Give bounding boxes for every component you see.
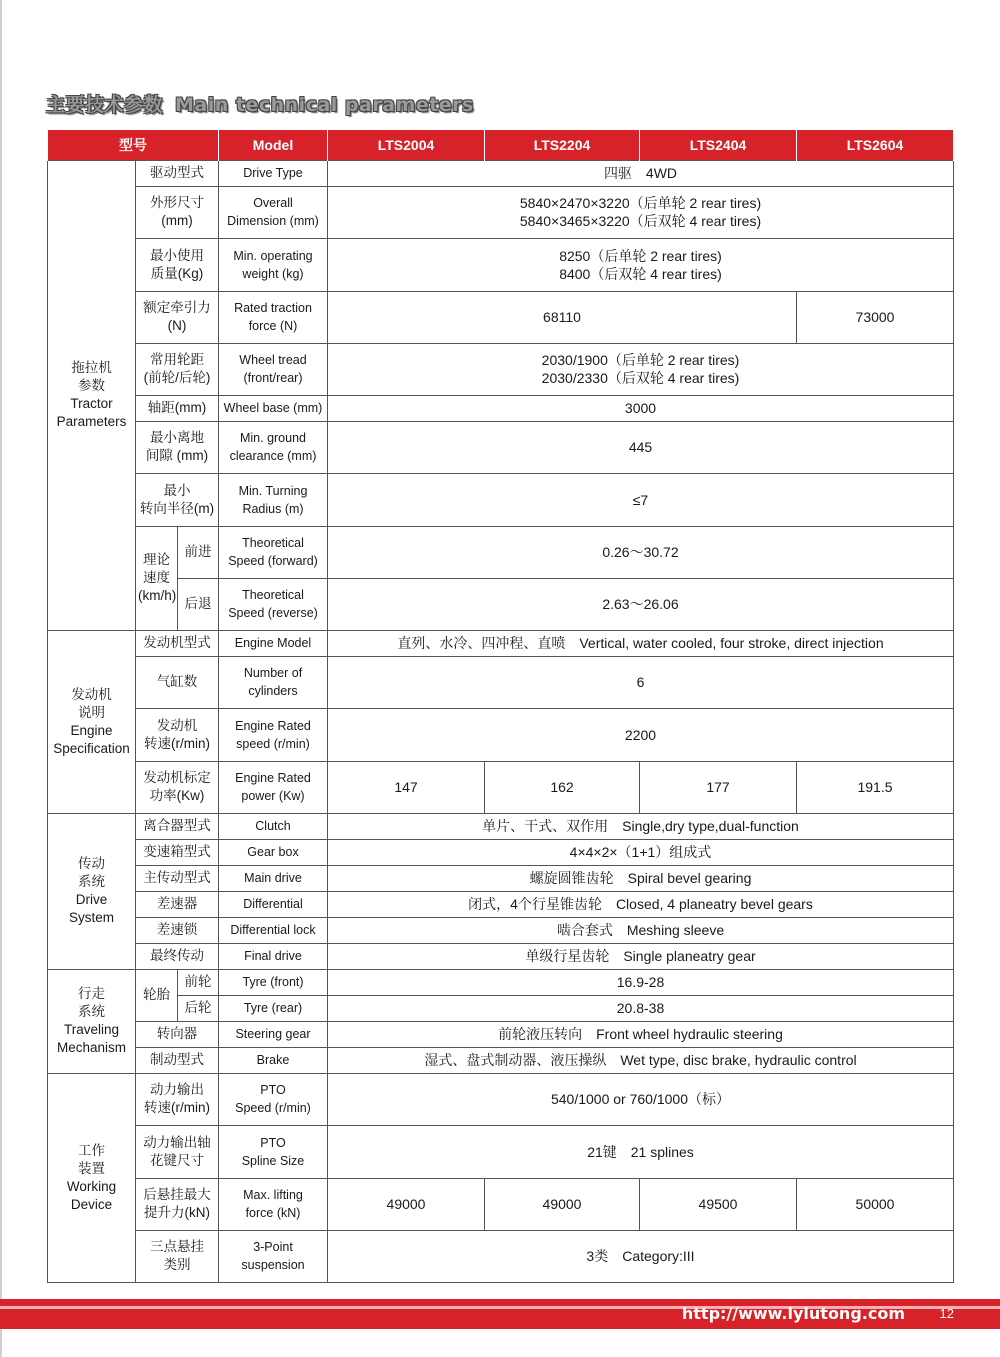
category-drive-line: Drive: [75, 892, 108, 907]
value-rated-power-1: 147: [328, 761, 485, 813]
label-zh-line: 离合器型式: [143, 818, 211, 833]
label-en-line: Brake: [256, 1053, 290, 1067]
row-overall-dimension: [48, 186, 954, 238]
label-en-line: Wheel base (mm): [223, 401, 323, 415]
value-line: ≤7: [632, 491, 649, 508]
label-en-line: Wheel tread: [239, 353, 307, 367]
row-turning-radius: [48, 473, 954, 526]
category-working-line: 装置: [78, 1160, 105, 1176]
category-drive-line: 系统: [78, 874, 105, 889]
header-model-zh: 型号: [48, 130, 219, 160]
value-line: 6: [636, 674, 645, 690]
category-engine-line: Specification: [53, 740, 130, 756]
category-working-line: Device: [70, 1196, 113, 1212]
value-min-weight: [328, 238, 954, 291]
value-speed-forward: [328, 526, 954, 578]
label-zh-line: 转速(r/min): [144, 1100, 210, 1115]
spec-table: [47, 130, 954, 1283]
label-zh-line: 变速箱型式: [143, 844, 211, 859]
label-en-min-weight: [219, 238, 328, 291]
label-en-line: Engine Model: [234, 636, 312, 650]
label-en-tyre-rear: [219, 995, 328, 1021]
label-zh-line: 后轮: [184, 1000, 212, 1015]
label-zh-line: 后悬挂最大: [143, 1187, 211, 1202]
row-speed-forward: [48, 526, 954, 578]
label-en-line: cylinders: [248, 684, 298, 698]
row-drive-type: [48, 160, 954, 186]
value-line: 21键 21 splines: [587, 1143, 694, 1160]
label-zh-pto-spline: [136, 1125, 219, 1178]
value-lifting-force-2: 49000: [485, 1178, 640, 1230]
label-en-clutch: [219, 813, 328, 839]
category-working-line: 工作: [78, 1142, 105, 1158]
row-pto-speed: [48, 1073, 954, 1125]
value-lifting-force-1: 49000: [328, 1178, 485, 1230]
value-pto-speed: [328, 1073, 954, 1125]
row-wheel-tread: [48, 343, 954, 395]
header-model-3: LTS2404: [640, 130, 797, 160]
label-zh-line: 间隙 (mm): [145, 448, 209, 463]
label-zh-gear-box: [136, 839, 219, 865]
value-steering: [328, 1021, 954, 1047]
category-drive: [48, 813, 136, 969]
label-en-line: Differential lock: [230, 923, 316, 937]
value-lifting-force-3: 49500: [640, 1178, 797, 1230]
label-en-line: Tyre (front): [242, 975, 304, 989]
row-speed-reverse: [48, 578, 954, 630]
label-zh-ground-clearance: [136, 421, 219, 473]
label-zh-drive-type: [136, 160, 219, 186]
value-line: 湿式、盘式制动器、液压操纵 Wet type, disc brake, hydraulic control: [424, 1052, 857, 1068]
category-traveling-line: Mechanism: [56, 1040, 127, 1055]
label-en-line: clearance (mm): [229, 449, 317, 463]
value-line: 3000: [624, 400, 657, 416]
label-zh-line: 转向半径(m): [139, 500, 215, 516]
label-zh-line: 轴距(mm): [147, 400, 207, 415]
label-en-line: Theoretical: [242, 536, 304, 550]
label-zh-min-weight: [136, 238, 219, 291]
value-line: 3类 Category:III: [586, 1248, 695, 1264]
value-line: 单级行星齿轮 Single planeatry gear: [525, 948, 756, 964]
page-edge: [0, 0, 2, 1357]
label-zh-line: 最小使用: [150, 247, 204, 263]
value-wheel-base: [328, 395, 954, 421]
label-zh-line: 转向器: [156, 1026, 198, 1041]
value-line: 0.26～30.72: [602, 544, 679, 560]
label-en-line: power (Kw): [241, 789, 305, 803]
value-line: 5840×3465×3220（后双轮 4 rear tires): [519, 213, 762, 229]
row-pto-spline: [48, 1125, 954, 1178]
label-zh-speed-forward: [178, 526, 219, 578]
label-en-line: Radius (m): [242, 501, 304, 516]
label-zh-brake: [136, 1047, 219, 1073]
label-en-wheel-tread: [219, 343, 328, 395]
label-zh-final-drive: [136, 943, 219, 969]
label-en-rated-power: [219, 761, 328, 813]
value-ground-clearance: [328, 421, 954, 473]
label-en-line: force (kN): [245, 1206, 301, 1220]
label-en-line: Number of: [243, 666, 303, 680]
category-tractor-line: 参数: [78, 378, 105, 393]
value-line: 四驱 4WD: [603, 165, 678, 181]
label-zh-line: (N): [167, 318, 187, 333]
label-zh-line: 动力输出: [150, 1082, 204, 1097]
group-label-line: 速度: [143, 570, 170, 585]
category-traveling: [48, 969, 136, 1073]
label-zh-clutch: [136, 813, 219, 839]
label-en-steering: [219, 1021, 328, 1047]
label-en-line: Gear box: [247, 845, 299, 859]
value-final-drive: [328, 943, 954, 969]
label-en-line: force (N): [248, 319, 298, 333]
row-rated-traction: [48, 291, 954, 343]
label-en-line: Final drive: [244, 949, 302, 963]
label-en-differential: [219, 891, 328, 917]
label-en-engine-model: [219, 630, 328, 656]
footer-url-link[interactable]: http://www.lylutong.com: [681, 1304, 905, 1323]
label-en-overall-dimension: [219, 186, 328, 238]
group-label-line: 理论: [143, 552, 170, 567]
row-suspension: [48, 1230, 954, 1282]
value-line: 4×4×2×（1+1）组成式: [569, 844, 712, 860]
label-zh-line: 驱动型式: [150, 165, 204, 180]
label-en-line: Rated traction: [234, 301, 312, 315]
value-line: 2030/1900（后单轮 2 rear tires): [541, 352, 740, 368]
label-en-gear-box: [219, 839, 328, 865]
label-zh-line: 前进: [184, 544, 212, 559]
value-line: 2200: [624, 726, 657, 743]
row-gear-box: [48, 839, 954, 865]
value-line: 啮合套式 Meshing sleeve: [556, 922, 725, 938]
row-tyre-rear: [48, 995, 954, 1021]
label-en-pto-speed: [219, 1073, 328, 1125]
label-zh-line: 发动机标定: [143, 770, 211, 785]
row-final-drive: [48, 943, 954, 969]
value-suspension: [328, 1230, 954, 1282]
label-en-speed-reverse: [219, 578, 328, 630]
header-model-2: LTS2204: [485, 130, 640, 160]
category-tractor: [48, 160, 136, 630]
value-drive-type: [328, 160, 954, 186]
label-zh-differential: [136, 891, 219, 917]
label-en-line: Main drive: [244, 871, 302, 885]
label-en-line: Engine Rated: [235, 771, 311, 785]
value-differential: [328, 891, 954, 917]
label-zh-line: 发动机: [156, 717, 198, 733]
row-diff-lock: [48, 917, 954, 943]
category-engine-line: Engine: [70, 722, 113, 738]
value-rated-speed: [328, 708, 954, 761]
label-en-line: Tyre (rear): [243, 1001, 303, 1015]
label-en-line: Spline Size: [241, 1153, 305, 1168]
label-zh-line: 最小离地: [150, 430, 204, 445]
value-line: 单片、干式、双作用 Single,dry type,dual-function: [482, 818, 799, 834]
label-zh-rated-power: [136, 761, 219, 813]
label-en-line: Clutch: [255, 819, 291, 833]
label-en-line: weight (kg): [242, 266, 304, 281]
value-line: 前轮液压转向 Front wheel hydraulic steering: [498, 1026, 783, 1042]
value-line: 5840×2470×3220（后单轮 2 rear tires): [519, 195, 762, 211]
label-zh-speed-reverse: [178, 578, 219, 630]
row-clutch: [48, 813, 954, 839]
value-overall-dimension: [328, 186, 954, 238]
label-en-line: (front/rear): [243, 371, 303, 385]
label-zh-line: 前轮: [184, 974, 212, 989]
header-model-en: Model: [219, 130, 328, 160]
category-working-line: Working: [66, 1178, 117, 1194]
row-tyre-front: [48, 969, 954, 995]
label-zh-overall-dimension: [136, 186, 219, 238]
label-en-main-drive: [219, 865, 328, 891]
category-tractor-line: Tractor: [70, 396, 113, 411]
label-zh-engine-model: [136, 630, 219, 656]
label-en-rated-speed: [219, 708, 328, 761]
value-rated-power-4: 191.5: [797, 761, 954, 813]
value-line: 540/1000 or 760/1000（标）: [550, 1091, 730, 1107]
label-en-line: Speed (reverse): [228, 606, 318, 620]
page-title-en: Main technical parameters: [175, 94, 474, 116]
value-gear-box: [328, 839, 954, 865]
label-en-lifting-force: [219, 1178, 328, 1230]
label-zh-rated-speed: [136, 708, 219, 761]
value-cylinders: [328, 656, 954, 708]
group-label-line: 轮胎: [143, 987, 170, 1002]
group-label-line: (km/h): [138, 588, 177, 603]
value-tyre-rear: [328, 995, 954, 1021]
label-en-line: speed (r/min): [236, 736, 310, 751]
value-line: 螺旋圆锥齿轮 Spiral bevel gearing: [529, 870, 752, 886]
page-title-zh: 主要技术参数: [46, 94, 164, 116]
category-traveling-line: Traveling: [63, 1022, 120, 1037]
label-zh-line: (前轮/后轮): [143, 370, 211, 385]
label-en-ground-clearance: [219, 421, 328, 473]
row-main-drive: [48, 865, 954, 891]
label-zh-line: 最终传动: [150, 948, 204, 963]
label-zh-steering: [136, 1021, 219, 1047]
category-working: [48, 1073, 136, 1282]
row-rated-speed: [48, 708, 954, 761]
label-en-line: Steering gear: [235, 1027, 311, 1041]
table-header-row: [48, 130, 954, 160]
value-line: 8250（后单轮 2 rear tires): [559, 247, 722, 264]
category-drive-line: System: [68, 910, 114, 925]
value-turning-radius: [328, 473, 954, 526]
row-cylinders: [48, 656, 954, 708]
value-line: 闭式，4个行星锥齿轮 Closed, 4 planeatry bevel gears: [468, 896, 813, 912]
label-zh-line: 质量(Kg): [150, 265, 204, 281]
label-zh-line: 三点悬挂: [150, 1239, 204, 1254]
value-lifting-force-4: 50000: [797, 1178, 954, 1230]
group-speed-group: [136, 526, 178, 630]
label-en-tyre-front: [219, 969, 328, 995]
label-zh-line: 常用轮距: [150, 352, 204, 367]
value-speed-reverse: [328, 578, 954, 630]
label-en-turning-radius: [219, 473, 328, 526]
label-zh-line: 主传动型式: [143, 870, 211, 885]
label-zh-tyre-front: [178, 969, 219, 995]
label-en-final-drive: [219, 943, 328, 969]
category-engine-line: 发动机: [71, 686, 112, 702]
label-en-line: Min. Turning: [238, 483, 308, 498]
label-en-line: PTO: [260, 1135, 286, 1150]
label-zh-line: (mm): [161, 213, 193, 228]
label-en-line: PTO: [260, 1083, 286, 1097]
category-traveling-line: 系统: [78, 1004, 105, 1019]
label-zh-line: 后退: [184, 596, 212, 611]
label-zh-turning-radius: [136, 473, 219, 526]
label-en-rated-traction: [219, 291, 328, 343]
label-zh-wheel-tread: [136, 343, 219, 395]
label-en-line: Min. operating: [233, 248, 313, 263]
value-line: 445: [628, 439, 653, 455]
row-rated-power: [48, 761, 954, 813]
value-diff-lock: [328, 917, 954, 943]
value-line: 20.8-38: [616, 1000, 665, 1016]
label-zh-line: 额定牵引力: [143, 300, 211, 315]
label-zh-line: 动力输出轴: [143, 1134, 211, 1150]
label-zh-line: 差速锁: [156, 922, 198, 937]
label-zh-cylinders: [136, 656, 219, 708]
category-engine: [48, 630, 136, 813]
value-pto-spline: [328, 1125, 954, 1178]
label-en-brake: [219, 1047, 328, 1073]
label-en-line: suspension: [241, 1258, 305, 1272]
label-zh-line: 功率(Kw): [149, 788, 205, 803]
label-zh-pto-speed: [136, 1073, 219, 1125]
label-en-wheel-base: [219, 395, 328, 421]
value-line: 直列、水冷、四冲程、直喷 Vertical, water cooled, four stroke, direct injection: [397, 635, 884, 651]
label-zh-line: 差速器: [156, 896, 198, 911]
label-zh-line: 类别: [163, 1257, 191, 1272]
label-zh-line: 提升力(kN): [144, 1205, 210, 1220]
label-en-line: Theoretical: [242, 588, 304, 602]
value-line: 8400（后双轮 4 rear tires): [559, 265, 722, 282]
label-zh-diff-lock: [136, 917, 219, 943]
value-wheel-tread: [328, 343, 954, 395]
label-en-line: Overall: [253, 196, 293, 210]
label-en-line: Engine Rated: [235, 718, 311, 733]
label-zh-line: 最小: [163, 482, 191, 498]
value-main-drive: [328, 865, 954, 891]
label-zh-main-drive: [136, 865, 219, 891]
row-wheel-base: [48, 395, 954, 421]
row-differential: [48, 891, 954, 917]
label-zh-lifting-force: [136, 1178, 219, 1230]
category-drive-line: 传动: [78, 856, 105, 871]
label-zh-line: 发动机型式: [143, 635, 211, 650]
label-en-line: Dimension (mm): [227, 214, 319, 228]
header-model-1: LTS2004: [328, 130, 485, 160]
label-zh-suspension: [136, 1230, 219, 1282]
value-rated-traction-1: 68110: [328, 291, 797, 343]
label-zh-line: 转速(r/min): [144, 735, 210, 751]
page-number: 12: [939, 1306, 954, 1321]
category-traveling-line: 行走: [78, 986, 105, 1001]
row-steering: [48, 1021, 954, 1047]
label-zh-line: 外形尺寸: [150, 195, 204, 210]
label-en-speed-forward: [219, 526, 328, 578]
page-title: [46, 90, 474, 120]
value-rated-traction-2: 73000: [797, 291, 954, 343]
row-engine-model: [48, 630, 954, 656]
category-tractor-line: 拖拉机: [71, 360, 112, 375]
label-en-line: Speed (forward): [228, 554, 318, 568]
label-en-line: 3-Point: [253, 1240, 293, 1254]
label-en-diff-lock: [219, 917, 328, 943]
value-line: 16.9-28: [616, 974, 665, 990]
label-zh-rated-traction: [136, 291, 219, 343]
label-zh-tyre-rear: [178, 995, 219, 1021]
row-brake: [48, 1047, 954, 1073]
label-zh-line: 气缸数: [156, 674, 198, 689]
label-en-line: Drive Type: [243, 166, 303, 180]
label-en-line: Speed (r/min): [235, 1101, 311, 1115]
label-zh-wheel-base: [136, 395, 219, 421]
value-line: 2030/2330（后双轮 4 rear tires): [541, 370, 740, 386]
label-en-line: Min. ground: [239, 431, 306, 445]
label-zh-line: 制动型式: [150, 1052, 204, 1067]
label-en-drive-type: [219, 160, 328, 186]
label-en-cylinders: [219, 656, 328, 708]
value-rated-power-2: 162: [485, 761, 640, 813]
label-en-line: Max. lifting: [243, 1188, 303, 1202]
value-engine-model: [328, 630, 954, 656]
label-zh-line: 花键尺寸: [150, 1152, 204, 1168]
value-rated-power-3: 177: [640, 761, 797, 813]
row-lifting-force: [48, 1178, 954, 1230]
row-min-weight: [48, 238, 954, 291]
label-en-suspension: [219, 1230, 328, 1282]
value-clutch: [328, 813, 954, 839]
value-brake: [328, 1047, 954, 1073]
row-ground-clearance: [48, 421, 954, 473]
category-engine-line: 说明: [78, 704, 105, 720]
label-en-pto-spline: [219, 1125, 328, 1178]
value-line: 2.63～26.06: [602, 596, 679, 612]
category-tractor-line: Parameters: [56, 414, 127, 429]
value-tyre-front: [328, 969, 954, 995]
label-en-line: Differential: [243, 897, 303, 911]
group-tyre-group: [136, 969, 178, 1021]
header-model-4: LTS2604: [797, 130, 954, 160]
